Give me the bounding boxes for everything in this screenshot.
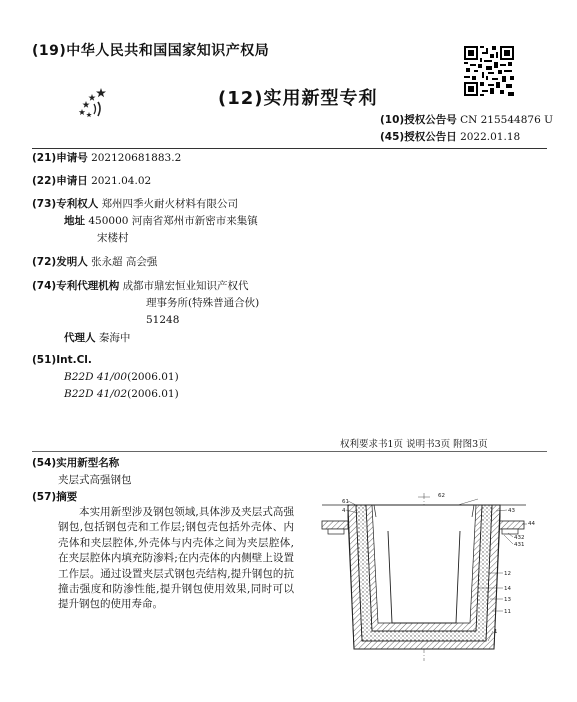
address-label: 地址	[64, 215, 85, 227]
patent-agent-label: 代理人	[64, 332, 96, 344]
application-number-value: 202120681883.2	[91, 152, 182, 164]
drawing-label: 43	[508, 508, 515, 514]
cnipa-emblem-icon	[74, 86, 112, 122]
drawing-label: 432	[514, 535, 525, 541]
biblio-divider	[32, 451, 547, 452]
application-number	[32, 151, 181, 166]
patent-agency-line-2: 理事务所(特殊普通合伙)	[146, 297, 260, 309]
drawing-label: 4	[342, 508, 346, 514]
patent-agency	[32, 279, 249, 294]
qr-code-icon	[464, 46, 514, 96]
address-line-1: 450000 河南省郑州市新密市来集镇	[88, 215, 258, 227]
patent-agent	[64, 331, 130, 346]
patentee-value: 郑州四季火耐火材料有限公司	[101, 198, 239, 210]
patent-agency-label: (74)专利代理机构	[32, 280, 120, 292]
ladle-cross-section-drawing	[318, 491, 548, 663]
ipc-code: B22D 41/02	[64, 388, 128, 400]
abstract-text: 本实用新型涉及钢包领域,具体涉及夹层式高强钢包,包括钢包壳和工作层;钢包壳包括外壳体、内壳体和夹层腔体,外壳体与内壳体之间为夹层腔体,在夹层腔体内填充防渗料;在内壳体的内侧壁上设置工作层。通过设置夹层式钢包壳结构,提升钢包的抗撞击强度和防渗性能,提升钢包使用效果,同时可以提升钢包的使用寿命。	[58, 506, 294, 611]
application-date-value: 2021.04.02	[91, 175, 152, 187]
header-divider	[32, 148, 547, 149]
abstract-label	[32, 490, 77, 505]
publication-number-label: (10)授权公告号	[380, 114, 457, 126]
patentee	[32, 197, 238, 212]
address-line-2: 宋楼村	[97, 232, 129, 244]
ipc-code: B22D 41/00	[64, 371, 128, 383]
publication-number	[380, 113, 553, 128]
patent-agency-code: 51248	[146, 314, 180, 326]
patent-agent-value: 秦海中	[98, 332, 131, 344]
inventors	[32, 255, 157, 270]
inventors-value: 张永超 高会强	[91, 256, 158, 268]
publication-date-label: (45)授权公告日	[380, 131, 457, 143]
drawing-label: 61	[342, 499, 349, 505]
abstract-label-text: (57)摘要	[32, 491, 78, 503]
drawing-label: 1	[494, 629, 498, 635]
patent-agency-line-1: 成都市鼎宏恒业知识产权代	[122, 280, 249, 292]
address	[64, 214, 258, 229]
patentee-label: (73)专利权人	[32, 198, 99, 210]
drawing-label: 44	[528, 521, 535, 527]
application-date	[32, 174, 151, 189]
publication-date	[380, 130, 520, 145]
int-cl-label-text: (51)Int.Cl.	[32, 354, 92, 366]
ipc-class-1	[64, 370, 179, 385]
utility-model-title: 夹层式高强钢包	[58, 474, 132, 486]
application-date-label: (22)申请日	[32, 175, 88, 187]
inventors-label: (72)发明人	[32, 256, 88, 268]
drawing-label: 14	[504, 586, 511, 592]
page-counts: 权利要求书1页 说明书3页 附图3页	[340, 439, 488, 450]
drawing-label: 431	[514, 542, 525, 548]
publication-date-value: 2022.01.18	[460, 131, 521, 143]
ipc-year: (2006.01)	[127, 371, 179, 383]
publication-number-value: CN 215544876 U	[460, 114, 553, 126]
application-number-label: (21)申请号	[32, 152, 88, 164]
document-type: (12)实用新型专利	[218, 88, 378, 109]
ipc-class-2	[64, 387, 179, 402]
ipc-year: (2006.01)	[127, 388, 179, 400]
drawing-label: 62	[438, 493, 445, 499]
drawing-label: 13	[504, 597, 511, 603]
int-cl-label	[32, 353, 92, 368]
patent-office-name: (19)中华人民共和国国家知识产权局	[32, 43, 270, 59]
title-label-text: (54)实用新型名称	[32, 457, 120, 469]
title-label	[32, 456, 119, 471]
drawing-label: 12	[504, 571, 511, 577]
drawing-label: 11	[504, 609, 511, 615]
